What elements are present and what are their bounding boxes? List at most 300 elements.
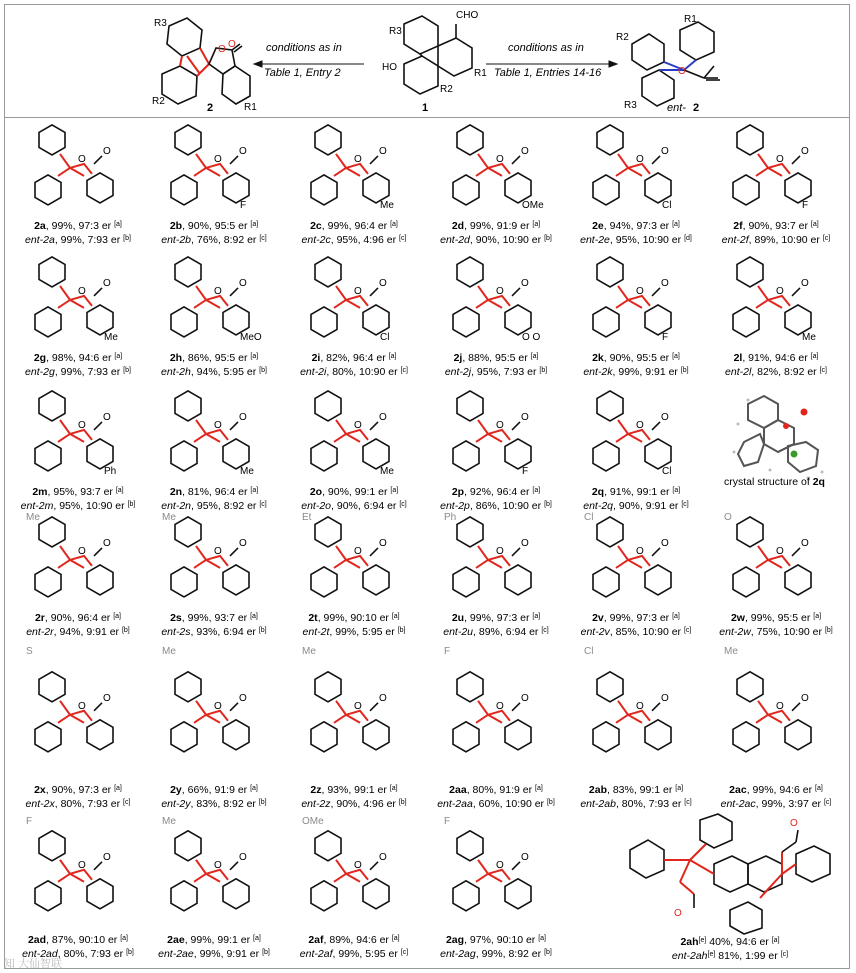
entry-2h-structure [144,250,284,348]
entry-2h-caption: 2h, 86%, 95:5 er [a] [169,352,259,364]
entry-2s-cell [144,510,284,642]
entry-result: 87%, 90:10 er [51,934,118,946]
entry-ref: [a] [810,221,819,228]
entry-2n-ring-o: O [214,419,222,431]
entry-2g-cell [8,250,148,382]
entry-2b-cell [144,118,284,250]
entry-2g-structure [8,250,148,348]
entry-2r-cell [8,510,148,642]
entry-ent-id: ent-2w [719,626,751,638]
right-o-atom: O [678,66,686,77]
entry-2x-caption: 2x, 90%, 97:3 er [a] [34,784,122,796]
entry-ref: [a] [114,221,122,228]
entry-2d-caption: 2d, 99%, 91:9 er [a] [451,220,541,232]
entry-2z-caption: 2z, 93%, 99:1 er [a] [310,784,398,796]
entry-2u-substituent: Ph [444,512,457,523]
entry-2ad-carbonyl-o: O [103,851,111,863]
entry-2v-ring-o: O [636,545,644,557]
ent-2-structure [632,22,720,106]
entry-2ae-structure [144,814,284,930]
entry-ent-result: 99%, 8:92 er [481,948,542,960]
entry-2x-carbonyl-o: O [103,692,111,704]
left-arrow-label-1: conditions as in [266,42,342,54]
entry-ent-result: 99%, 5:95 er [338,948,398,960]
entry-2a-structure [8,118,148,216]
entry-2n-structure [144,384,284,482]
entry-result: 90%, 93:7 er [748,220,808,232]
entry-2aa-substituent: F [444,646,451,657]
entry-ref: [a] [530,353,539,360]
entry-ent-2v-caption: ent-2v, 85%, 10:90 er [c] [580,626,692,638]
entry-2q-structure [566,384,706,482]
entry-2v-structure [566,510,706,608]
entry-2e-substituent: Cl [662,200,672,211]
entry-2af-caption: 2af, 89%, 94:6 er [a] [308,934,400,946]
entry-2g-ring-o: O [78,285,86,297]
entry-id: 2ab [588,784,607,796]
entry-2q-caption: 2q, 91%, 99:1 er [a] [591,486,681,498]
entry-ent-ref: [c] [822,235,831,242]
entry-2i-cell [284,250,424,382]
entry-ent-result: 90%, 9:91 er [618,500,679,512]
entry-2ah-ref: [a] [771,937,780,944]
entry-ent-ref: [c] [684,799,692,806]
entry-ent-2x-caption: ent-2x, 80%, 7:93 er [c] [25,798,131,810]
entry-ref: [a] [250,221,259,228]
entry-ent-result: 93%, 6:94 er [196,626,256,638]
entry-ent-ref: [c] [683,627,692,634]
entry-2ac-caption: 2ac, 99%, 94:6 er [a] [729,784,823,796]
entry-ent-2i-caption: ent-2i, 80%, 10:90 er [c] [300,366,408,378]
entry-2w-ring-o: O [776,545,784,557]
entry-ent-result: 99%, 5:95 er [335,626,395,638]
entry-2c-substituent: Me [380,200,394,211]
entry-ent-id: ent-2ac [720,798,756,810]
entry-2r-carbonyl-o: O [103,537,111,549]
entry-2u-cell [426,510,566,642]
entry-2c-caption: 2c, 99%, 96:4 er [a] [310,220,398,232]
entry-ent-result: 90%, 6:94 er [336,500,397,512]
entry-2z-cell [284,644,424,814]
entry-ent-2j-caption: ent-2j, 95%, 7:93 er [b] [444,366,548,378]
entry-ent-2y-caption: ent-2y, 83%, 8:92 er [b] [161,798,267,810]
entry-2ah-id: 2ah [680,936,699,948]
right-r3-label: R3 [624,100,637,111]
entry-ent-2a-caption: ent-2a, 99%, 7:93 er [b] [25,234,131,246]
entry-2ae-substituent: Me [162,816,176,827]
right-arrow-label-2: Table 1, Entries 14-16 [494,67,602,79]
entry-ent-2ah-result: 81%, 1:99 er [715,950,778,962]
entry-ent-2z-caption: ent-2z, 90%, 4:96 er [b] [301,798,407,810]
left-arrow-label-2: Table 1, Entry 2 [264,67,341,79]
entry-2ad-ring-o: O [78,859,86,871]
entry-2l-cell [706,250,846,382]
2ah-o-bottom: O [674,908,682,919]
entry-2n-cell [144,384,284,516]
entry-ent-ref: [b] [824,627,833,634]
entry-2ac-carbonyl-o: O [801,692,809,704]
entry-2e-caption: 2e, 94%, 97:3 er [a] [592,220,680,232]
crystal-caption-compound: 2q [812,476,825,488]
entry-ref: [a] [250,487,259,494]
entry-ent-ref: [c] [259,501,267,508]
entry-ent-2n-caption: ent-2n, 95%, 8:92 er [c] [161,500,267,512]
entry-ent-2s-caption: ent-2s, 93%, 6:94 er [b] [161,626,267,638]
entry-2w-caption: 2w, 99%, 95:5 er [a] [730,612,822,624]
entry-ref: [a] [391,935,400,942]
entry-ent-ref: [c] [399,235,407,242]
entry-2ag-structure [426,814,566,930]
entry-2j-cell [426,250,566,382]
entry-ent-id: ent-2i [300,366,327,378]
entry-ref: [a] [388,353,397,360]
left-r2-label: R2 [152,96,165,107]
entry-ref: [a] [672,487,681,494]
entry-ent-ref: [c] [400,949,409,956]
entry-2c-structure [284,118,424,216]
entry-2i-substituent: Cl [380,332,390,343]
entry-2o-ring-o: O [354,419,362,431]
entry-2af-structure [284,814,424,930]
entry-id: 2aa [449,784,467,796]
entry-ref: [a] [538,935,547,942]
entry-2d-carbonyl-o: O [521,145,529,157]
entry-id: 2y [170,784,182,796]
entry-ref: [a] [675,785,684,792]
entry-2f-cell [706,118,846,250]
entry-2s-substituent: Me [162,512,176,523]
entry-2t-structure [284,510,424,608]
crystal-structure-cell [708,384,848,494]
entry-2y-carbonyl-o: O [239,692,247,704]
entry-ent-2o-caption: ent-2o, 90%, 6:94 er [c] [301,500,407,512]
entry-ent-ref: [b] [680,367,689,374]
entry-ent-ref: [d] [684,235,692,242]
entry-id: 2a [34,220,46,232]
entry-id: 2ag [445,934,465,946]
entry-2k-ring-o: O [636,285,644,297]
entry-ent-id: ent-2aa [437,798,473,810]
entry-2a-ring-o: O [78,153,86,165]
entry-2q-cell [566,384,706,516]
entry-2ac-substituent: Me [724,646,738,657]
entry-2z-carbonyl-o: O [379,692,387,704]
entry-result: 93%, 99:1 er [327,784,387,796]
entry-2k-cell [566,250,706,382]
entry-id: 2h [169,352,183,364]
entry-result: 86%, 95:5 er [187,352,248,364]
entry-2t-substituent: Et [302,512,312,523]
entry-2p-ring-o: O [496,419,504,431]
entry-ent-2t-caption: ent-2t, 99%, 5:95 er [b] [302,626,406,638]
entry-2n-caption: 2n, 81%, 96:4 er [a] [169,486,259,498]
entry-2ah-caption [610,936,850,949]
scheme-drawing [4,4,850,118]
entry-2ag-ring-o: O [496,859,504,871]
entry-2ab-carbonyl-o: O [661,692,669,704]
entry-2m-carbonyl-o: O [103,411,111,423]
entry-ent-2ae-caption: ent-2ae, 99%, 9:91 er [b] [158,948,270,960]
entry-ent-2h-caption: ent-2h, 94%, 5:95 er [b] [161,366,267,378]
entry-ent-2r-caption: ent-2r, 94%, 9:91 er [b] [26,626,130,638]
entry-ref: [a] [391,613,400,620]
entry-ent-ref: [c] [400,367,408,374]
product-2-structure [162,18,250,104]
entry-2af-ring-o: O [354,859,362,871]
entry-2r-structure [8,510,148,608]
entry-2d-ring-o: O [496,153,504,165]
entry-ent-2d-caption: ent-2d, 90%, 10:90 er [b] [440,234,552,246]
entry-ref: [a] [250,785,258,792]
entry-ent-id: ent-2r [26,626,54,638]
entry-ent-id: ent-2l [725,366,752,378]
entry-2w-carbonyl-o: O [801,537,809,549]
entry-2t-cell [284,510,424,642]
entry-ref: [a] [120,935,129,942]
entry-2ah-note: [e] [698,937,707,944]
entry-result: 98%, 94:6 er [51,352,112,364]
entry-id: 2j [453,352,463,364]
entry-ref: [a] [114,353,123,360]
entry-ent-2ah-id: ent-2ah [671,950,708,962]
entry-2p-caption: 2p, 92%, 96:4 er [a] [451,486,541,498]
entry-2m-ring-o: O [78,419,86,431]
entry-ent-ref: [b] [127,501,136,508]
entry-result: 99%, 97:3 er [51,220,112,232]
entry-ent-2aa-caption: ent-2aa, 60%, 10:90 er [b] [437,798,555,810]
entry-ent-ref: [b] [262,949,270,956]
crystal-structure-caption [724,476,825,488]
entry-2ae-carbonyl-o: O [239,851,247,863]
entry-ent-ref: [b] [539,367,548,374]
entry-2ab-structure [566,644,706,780]
entry-ent-2ad-caption: ent-2ad, 80%, 7:93 er [b] [22,948,134,960]
center-cho-label: CHO [456,10,479,21]
entry-2ag-carbonyl-o: O [521,851,529,863]
entry-ent-ref: [b] [544,501,552,508]
entry-id: 2p [451,486,465,498]
entry-2j-carbonyl-o: O [521,277,529,289]
entry-result: 91%, 94:6 er [748,352,808,364]
entry-2p-substituent: F [522,466,529,477]
entry-2f-structure [706,118,846,216]
entry-2e-cell [566,118,706,250]
entry-ent-id: ent-2af [299,948,333,960]
entry-2a-carbonyl-o: O [103,145,111,157]
entry-2l-carbonyl-o: O [801,277,809,289]
entry-ent-id: ent-2ae [158,948,194,960]
entry-result: 90%, 99:1 er [327,486,388,498]
entry-ent-2ah-note: [e] [707,951,716,958]
entry-ent-ref: [b] [544,235,552,242]
entry-2x-ring-o: O [78,700,86,712]
entry-2s-carbonyl-o: O [239,537,247,549]
entry-2ad-substituent: F [26,816,33,827]
entry-id: 2s [170,612,182,624]
entry-ent-2c-caption: ent-2c, 95%, 4:96 er [c] [301,234,407,246]
entry-2h-carbonyl-o: O [239,277,247,289]
entry-2aa-structure [426,644,566,780]
entry-ent-ref: [b] [546,799,555,806]
entry-id: 2k [592,352,604,364]
entry-2c-cell [284,118,424,250]
entry-ent-result: 82%, 8:92 er [757,366,817,378]
entry-2f-ring-o: O [776,153,784,165]
entry-result: 88%, 95:5 er [468,352,528,364]
entry-ent-ref: [b] [258,627,267,634]
entry-2h-substituent: MeO [240,332,262,343]
entry-ent-id: ent-2b [161,234,192,246]
entry-ent-id: ent-2p [440,500,470,512]
center-r2-label: R2 [440,84,453,95]
entry-2l-substituent: Me [802,332,816,343]
entry-2i-carbonyl-o: O [379,277,387,289]
entry-2d-structure [426,118,566,216]
entry-result: 83%, 99:1 er [612,784,673,796]
entry-id: 2v [592,612,604,624]
entry-ent-result: 99%, 7:93 er [60,234,121,246]
entry-id: 2t [308,612,318,624]
substrate-1-number: 1 [422,102,429,114]
entry-2j-ring-o: O [496,285,504,297]
entry-ent-result: 80%, 7:93 er [621,798,682,810]
center-ho-label: HO [382,62,397,73]
entry-ent-id: ent-2u [443,626,474,638]
entry-2x-structure [8,644,148,780]
entry-id: 2c [310,220,322,232]
entry-id: 2n [169,486,183,498]
entry-ent-ref: [b] [123,235,131,242]
entry-ref: [a] [113,613,122,620]
entry-id: 2d [451,220,465,232]
entry-2ae-cell [144,814,284,964]
entry-2p-carbonyl-o: O [521,411,529,423]
entry-2a-cell [8,118,148,250]
right-arrow-label-1: conditions as in [508,42,584,54]
entry-ref: [a] [815,785,823,792]
entry-ent-result: 90%, 10:90 er [475,234,542,246]
entry-ref: [a] [535,785,543,792]
entry-2m-caption: 2m, 95%, 93:7 er [a] [32,486,124,498]
entry-ent-id: ent-2m [20,500,54,512]
entry-ref: [a] [253,935,261,942]
entry-id: 2ac [729,784,747,796]
entry-ent-2b-caption: ent-2b, 76%, 8:92 er [c] [161,234,267,246]
entry-ent-id: ent-2ad [22,948,58,960]
entry-id: 2g [33,352,47,364]
entry-2v-cell [566,510,706,642]
entry-id: 2b [169,220,183,232]
entry-ent-id: ent-2d [440,234,470,246]
entry-2b-structure [144,118,284,216]
entry-2e-structure [566,118,706,216]
center-r1-label: R1 [474,68,487,79]
entry-2y-ring-o: O [214,700,222,712]
entry-2r-ring-o: O [78,545,86,557]
entry-2l-structure [706,250,846,348]
entry-2e-carbonyl-o: O [661,145,669,157]
entry-ent-result: 99%, 9:91 er [199,948,260,960]
entry-2ae-ring-o: O [214,859,222,871]
entry-result: 90%, 95:5 er [187,220,248,232]
entry-ent-id: ent-2f [721,234,749,246]
entry-id: 2m [32,486,48,498]
entry-2y-cell [144,644,284,814]
ent-2-number: 2 [693,102,700,114]
entry-result: 66%, 91:9 er [187,784,248,796]
entry-ent-ref: [b] [398,799,407,806]
entry-2z-substituent: Me [302,646,316,657]
entry-ent-id: ent-2c [301,234,331,246]
entry-2ad-cell [8,814,148,964]
entry-2u-structure [426,510,566,608]
entry-ent-2p-caption: ent-2p, 86%, 10:90 er [b] [440,500,552,512]
entry-id: 2x [34,784,46,796]
left-r1-label: R1 [244,102,257,113]
entry-result: 90%, 95:5 er [609,352,670,364]
entry-2ab-substituent: Cl [584,646,594,657]
entry-id: 2af [308,934,324,946]
left-carbonyl-o: O [228,39,236,50]
entry-2o-structure [284,384,424,482]
entry-2s-caption: 2s, 99%, 93:7 er [a] [170,612,258,624]
entry-result: 89%, 94:6 er [329,934,389,946]
entry-2o-cell [284,384,424,516]
entry-id: 2e [592,220,604,232]
entry-2b-ring-o: O [214,153,222,165]
entry-2j-caption: 2j, 88%, 95:5 er [a] [453,352,539,364]
entry-result: 90%, 96:4 er [50,612,111,624]
entry-2a-caption: 2a, 99%, 97:3 er [a] [34,220,122,232]
entry-2u-ring-o: O [496,545,504,557]
entry-ent-ref: [c] [259,235,267,242]
entry-2x-substituent: S [26,646,33,657]
entry-2af-cell [284,814,424,964]
right-r1-label: R1 [684,14,697,25]
entry-ent-id: ent-2q [583,500,614,512]
entry-ref: [a] [672,221,680,228]
entry-2ag-caption: 2ag, 97%, 90:10 er [a] [445,934,547,946]
entry-ent-id: ent-2k [583,366,613,378]
entry-ent-ref: [b] [121,627,130,634]
entry-ref: [a] [390,487,399,494]
entry-id: 2o [309,486,323,498]
entry-2s-ring-o: O [214,545,222,557]
entry-2o-substituent: Me [380,466,394,477]
entry-2w-structure [706,510,846,608]
entry-id: 2r [34,612,45,624]
entry-ref: [a] [114,785,122,792]
entry-ent-2af-caption: ent-2af, 99%, 5:95 er [c] [299,948,409,960]
entry-ref: [a] [672,613,680,620]
entry-ref: [a] [810,353,819,360]
entry-2c-carbonyl-o: O [379,145,387,157]
entry-2b-carbonyl-o: O [239,145,247,157]
right-r2-label: R2 [616,32,629,43]
product-2-number: 2 [207,102,214,114]
entry-2y-structure [144,644,284,780]
entry-2ac-ring-o: O [776,700,784,712]
entry-result: 90%, 97:3 er [51,784,112,796]
entry-ent-result: 95%, 8:92 er [196,500,257,512]
entry-ent-2m-caption: ent-2m, 95%, 10:90 er [b] [20,500,136,512]
entry-ent-result: 80%, 7:93 er [60,798,121,810]
entry-id: 2q [591,486,605,498]
entry-ent-ref: [b] [544,949,552,956]
entry-result: 97%, 90:10 er [469,934,536,946]
entry-ent-ref: [c] [823,799,832,806]
entry-2o-caption: 2o, 90%, 99:1 er [a] [309,486,399,498]
